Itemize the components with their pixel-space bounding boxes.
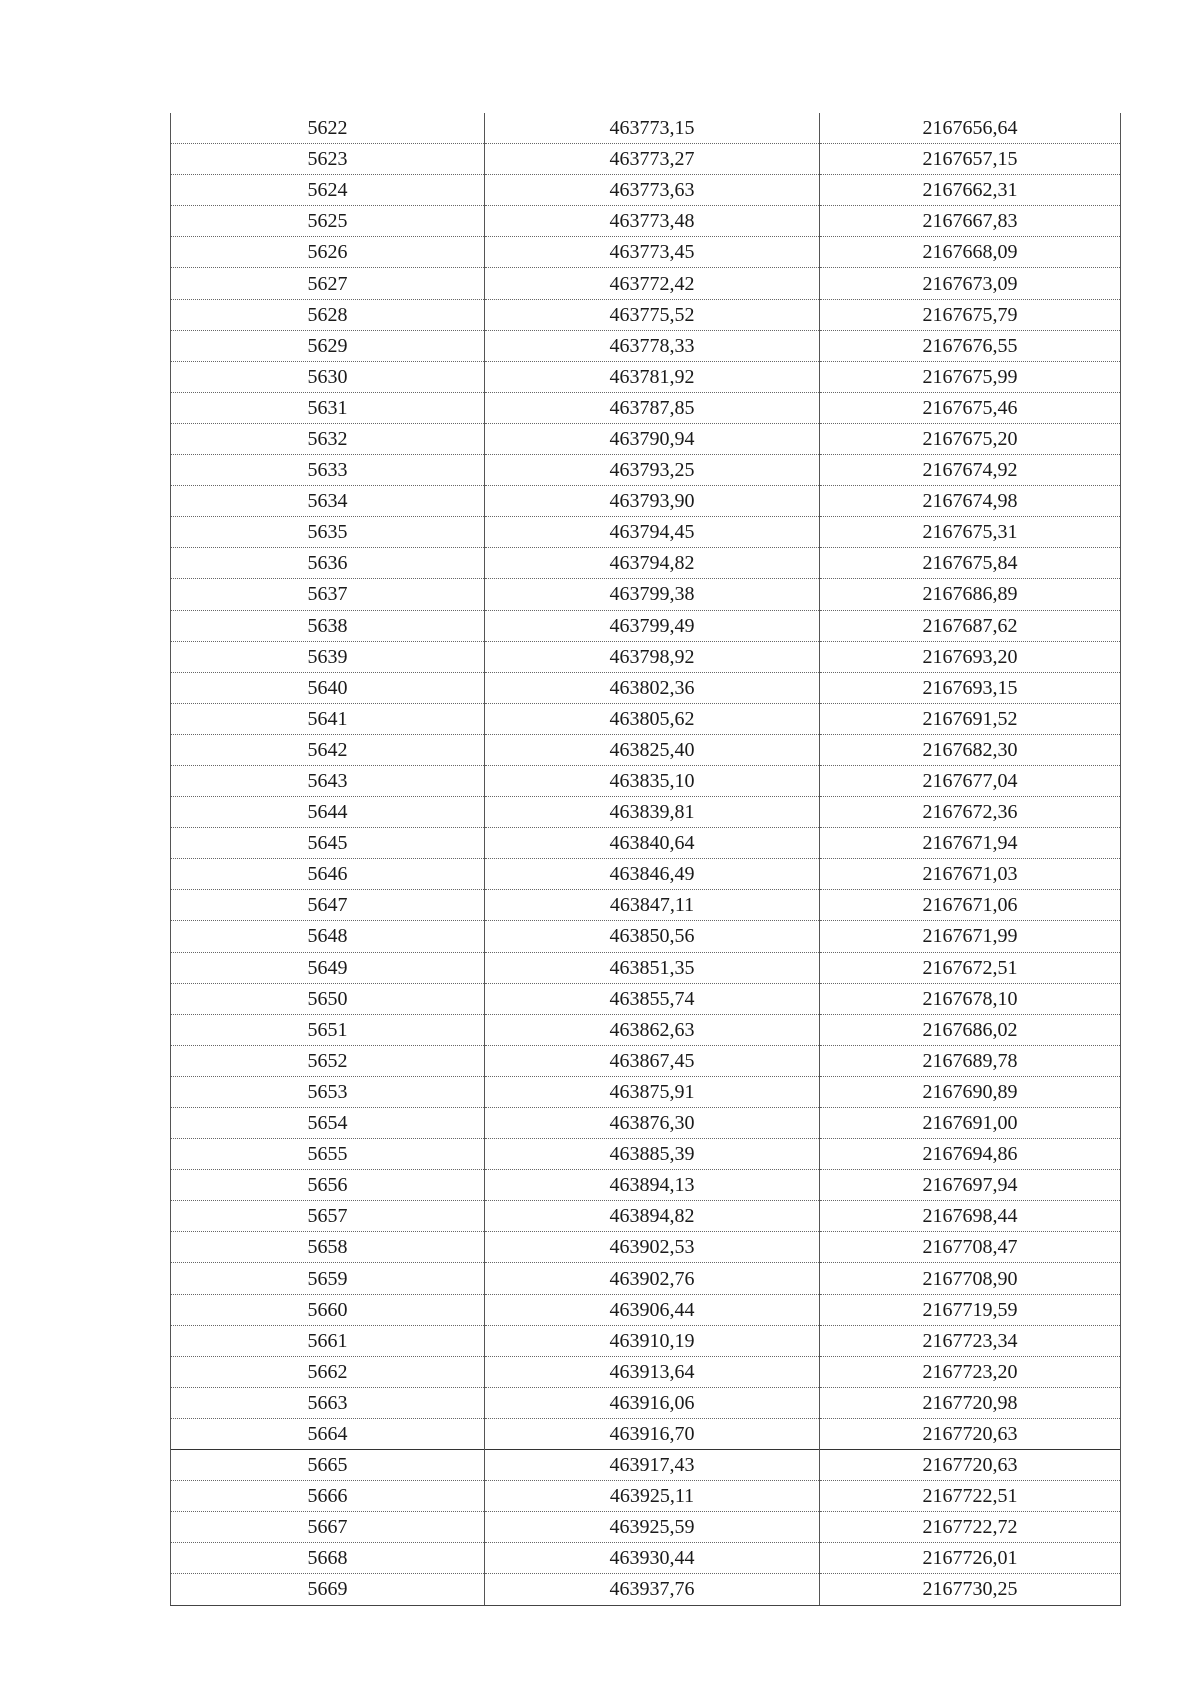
table-row	[171, 859, 1121, 890]
point-number-cell: 5667	[171, 1512, 485, 1543]
y-coordinate-cell: 2167686,02	[820, 1014, 1121, 1045]
y-coordinate-cell: 2167720,63	[820, 1450, 1121, 1481]
point-number-cell: 5650	[171, 983, 485, 1014]
y-coordinate-cell: 2167682,30	[820, 734, 1121, 765]
y-coordinate-cell: 2167723,20	[820, 1356, 1121, 1387]
y-coordinate-cell: 2167675,79	[820, 299, 1121, 330]
y-coordinate-cell: 2167675,99	[820, 361, 1121, 392]
y-coordinate-cell: 2167662,31	[820, 175, 1121, 206]
table-row	[171, 1108, 1121, 1139]
table-row	[171, 952, 1121, 983]
x-coordinate-cell: 463855,74	[485, 983, 820, 1014]
table-row	[171, 1325, 1121, 1356]
y-coordinate-cell: 2167693,20	[820, 641, 1121, 672]
y-coordinate-cell: 2167672,36	[820, 797, 1121, 828]
x-coordinate-cell: 463835,10	[485, 765, 820, 796]
x-coordinate-cell: 463773,15	[485, 113, 820, 144]
table-row	[171, 548, 1121, 579]
coordinates-table	[170, 113, 1121, 1606]
y-coordinate-cell: 2167698,44	[820, 1201, 1121, 1232]
x-coordinate-cell: 463799,49	[485, 610, 820, 641]
point-number-cell: 5642	[171, 734, 485, 765]
table-row	[171, 610, 1121, 641]
y-coordinate-cell: 2167675,84	[820, 548, 1121, 579]
x-coordinate-cell: 463799,38	[485, 579, 820, 610]
table-row	[171, 579, 1121, 610]
x-coordinate-cell: 463778,33	[485, 330, 820, 361]
x-coordinate-cell: 463851,35	[485, 952, 820, 983]
x-coordinate-cell: 463894,82	[485, 1201, 820, 1232]
table-row	[171, 113, 1121, 144]
table-row	[171, 1418, 1121, 1449]
point-number-cell: 5630	[171, 361, 485, 392]
point-number-cell: 5622	[171, 113, 485, 144]
point-number-cell: 5661	[171, 1325, 485, 1356]
y-coordinate-cell: 2167668,09	[820, 237, 1121, 268]
point-number-cell: 5645	[171, 828, 485, 859]
x-coordinate-cell: 463794,45	[485, 517, 820, 548]
y-coordinate-cell: 2167686,89	[820, 579, 1121, 610]
y-coordinate-cell: 2167730,25	[820, 1574, 1121, 1605]
table-row	[171, 921, 1121, 952]
x-coordinate-cell: 463902,76	[485, 1263, 820, 1294]
x-coordinate-cell: 463925,11	[485, 1481, 820, 1512]
table-row	[171, 299, 1121, 330]
x-coordinate-cell: 463794,82	[485, 548, 820, 579]
point-number-cell: 5639	[171, 641, 485, 672]
x-coordinate-cell: 463930,44	[485, 1543, 820, 1574]
x-coordinate-cell: 463846,49	[485, 859, 820, 890]
point-number-cell: 5640	[171, 672, 485, 703]
table-row	[171, 423, 1121, 454]
y-coordinate-cell: 2167671,03	[820, 859, 1121, 890]
point-number-cell: 5652	[171, 1045, 485, 1076]
point-number-cell: 5644	[171, 797, 485, 828]
x-coordinate-cell: 463862,63	[485, 1014, 820, 1045]
point-number-cell: 5647	[171, 890, 485, 921]
x-coordinate-cell: 463902,53	[485, 1232, 820, 1263]
y-coordinate-cell: 2167697,94	[820, 1170, 1121, 1201]
y-coordinate-cell: 2167722,51	[820, 1481, 1121, 1512]
y-coordinate-cell: 2167675,20	[820, 423, 1121, 454]
point-number-cell: 5631	[171, 392, 485, 423]
y-coordinate-cell: 2167722,72	[820, 1512, 1121, 1543]
x-coordinate-cell: 463793,90	[485, 486, 820, 517]
y-coordinate-cell: 2167708,90	[820, 1263, 1121, 1294]
point-number-cell: 5634	[171, 486, 485, 517]
table-row	[171, 1263, 1121, 1294]
point-number-cell: 5635	[171, 517, 485, 548]
table-row	[171, 206, 1121, 237]
table-row	[171, 1294, 1121, 1325]
point-number-cell: 5632	[171, 423, 485, 454]
table-row	[171, 1387, 1121, 1418]
y-coordinate-cell: 2167656,64	[820, 113, 1121, 144]
point-number-cell: 5663	[171, 1387, 485, 1418]
point-number-cell: 5638	[171, 610, 485, 641]
y-coordinate-cell: 2167674,98	[820, 486, 1121, 517]
x-coordinate-cell: 463802,36	[485, 672, 820, 703]
table-row	[171, 703, 1121, 734]
x-coordinate-cell: 463775,52	[485, 299, 820, 330]
point-number-cell: 5641	[171, 703, 485, 734]
table-row	[171, 175, 1121, 206]
point-number-cell: 5626	[171, 237, 485, 268]
point-number-cell: 5646	[171, 859, 485, 890]
point-number-cell: 5664	[171, 1418, 485, 1449]
coordinates-table-body	[171, 113, 1121, 1605]
table-row	[171, 268, 1121, 299]
y-coordinate-cell: 2167708,47	[820, 1232, 1121, 1263]
table-row	[171, 1450, 1121, 1481]
y-coordinate-cell: 2167676,55	[820, 330, 1121, 361]
table-row	[171, 1076, 1121, 1107]
point-number-cell: 5648	[171, 921, 485, 952]
x-coordinate-cell: 463772,42	[485, 268, 820, 299]
x-coordinate-cell: 463937,76	[485, 1574, 820, 1605]
table-row	[171, 672, 1121, 703]
x-coordinate-cell: 463906,44	[485, 1294, 820, 1325]
table-row	[171, 517, 1121, 548]
table-row	[171, 828, 1121, 859]
x-coordinate-cell: 463839,81	[485, 797, 820, 828]
point-number-cell: 5649	[171, 952, 485, 983]
point-number-cell: 5637	[171, 579, 485, 610]
table-row	[171, 641, 1121, 672]
table-row	[171, 1045, 1121, 1076]
y-coordinate-cell: 2167720,63	[820, 1418, 1121, 1449]
table-row	[171, 1014, 1121, 1045]
x-coordinate-cell: 463773,27	[485, 144, 820, 175]
table-row	[171, 1232, 1121, 1263]
point-number-cell: 5627	[171, 268, 485, 299]
point-number-cell: 5656	[171, 1170, 485, 1201]
point-number-cell: 5668	[171, 1543, 485, 1574]
y-coordinate-cell: 2167678,10	[820, 983, 1121, 1014]
y-coordinate-cell: 2167720,98	[820, 1387, 1121, 1418]
x-coordinate-cell: 463773,63	[485, 175, 820, 206]
y-coordinate-cell: 2167691,00	[820, 1108, 1121, 1139]
x-coordinate-cell: 463867,45	[485, 1045, 820, 1076]
x-coordinate-cell: 463825,40	[485, 734, 820, 765]
y-coordinate-cell: 2167675,46	[820, 392, 1121, 423]
point-number-cell: 5623	[171, 144, 485, 175]
x-coordinate-cell: 463875,91	[485, 1076, 820, 1107]
point-number-cell: 5628	[171, 299, 485, 330]
point-number-cell: 5653	[171, 1076, 485, 1107]
table-row	[171, 1201, 1121, 1232]
table-row	[171, 237, 1121, 268]
point-number-cell: 5629	[171, 330, 485, 361]
y-coordinate-cell: 2167672,51	[820, 952, 1121, 983]
y-coordinate-cell: 2167723,34	[820, 1325, 1121, 1356]
point-number-cell: 5669	[171, 1574, 485, 1605]
y-coordinate-cell: 2167671,06	[820, 890, 1121, 921]
point-number-cell: 5660	[171, 1294, 485, 1325]
y-coordinate-cell: 2167693,15	[820, 672, 1121, 703]
table-row	[171, 1481, 1121, 1512]
y-coordinate-cell: 2167694,86	[820, 1139, 1121, 1170]
y-coordinate-cell: 2167690,89	[820, 1076, 1121, 1107]
table-row	[171, 1170, 1121, 1201]
x-coordinate-cell: 463917,43	[485, 1450, 820, 1481]
table-row	[171, 330, 1121, 361]
y-coordinate-cell: 2167677,04	[820, 765, 1121, 796]
x-coordinate-cell: 463850,56	[485, 921, 820, 952]
table-row	[171, 1543, 1121, 1574]
point-number-cell: 5666	[171, 1481, 485, 1512]
point-number-cell: 5651	[171, 1014, 485, 1045]
y-coordinate-cell: 2167675,31	[820, 517, 1121, 548]
table-row	[171, 486, 1121, 517]
table-row	[171, 144, 1121, 175]
x-coordinate-cell: 463885,39	[485, 1139, 820, 1170]
y-coordinate-cell: 2167687,62	[820, 610, 1121, 641]
table-row	[171, 983, 1121, 1014]
table-row	[171, 890, 1121, 921]
table-row	[171, 797, 1121, 828]
y-coordinate-cell: 2167691,52	[820, 703, 1121, 734]
table-row	[171, 392, 1121, 423]
x-coordinate-cell: 463790,94	[485, 423, 820, 454]
x-coordinate-cell: 463913,64	[485, 1356, 820, 1387]
x-coordinate-cell: 463798,92	[485, 641, 820, 672]
point-number-cell: 5662	[171, 1356, 485, 1387]
x-coordinate-cell: 463916,70	[485, 1418, 820, 1449]
x-coordinate-cell: 463805,62	[485, 703, 820, 734]
table-row	[171, 1139, 1121, 1170]
x-coordinate-cell: 463925,59	[485, 1512, 820, 1543]
point-number-cell: 5643	[171, 765, 485, 796]
point-number-cell: 5659	[171, 1263, 485, 1294]
table-row	[171, 1574, 1121, 1605]
x-coordinate-cell: 463787,85	[485, 392, 820, 423]
x-coordinate-cell: 463793,25	[485, 455, 820, 486]
point-number-cell: 5658	[171, 1232, 485, 1263]
x-coordinate-cell: 463894,13	[485, 1170, 820, 1201]
table-row	[171, 734, 1121, 765]
point-number-cell: 5655	[171, 1139, 485, 1170]
x-coordinate-cell: 463916,06	[485, 1387, 820, 1418]
y-coordinate-cell: 2167673,09	[820, 268, 1121, 299]
y-coordinate-cell: 2167726,01	[820, 1543, 1121, 1574]
point-number-cell: 5633	[171, 455, 485, 486]
y-coordinate-cell: 2167719,59	[820, 1294, 1121, 1325]
y-coordinate-cell: 2167671,99	[820, 921, 1121, 952]
point-number-cell: 5625	[171, 206, 485, 237]
point-number-cell: 5636	[171, 548, 485, 579]
table-row	[171, 455, 1121, 486]
point-number-cell: 5654	[171, 1108, 485, 1139]
table-row	[171, 1356, 1121, 1387]
table-row	[171, 765, 1121, 796]
table-row	[171, 1512, 1121, 1543]
x-coordinate-cell: 463773,48	[485, 206, 820, 237]
x-coordinate-cell: 463781,92	[485, 361, 820, 392]
y-coordinate-cell: 2167667,83	[820, 206, 1121, 237]
table-row	[171, 361, 1121, 392]
x-coordinate-cell: 463847,11	[485, 890, 820, 921]
x-coordinate-cell: 463773,45	[485, 237, 820, 268]
y-coordinate-cell: 2167674,92	[820, 455, 1121, 486]
point-number-cell: 5665	[171, 1450, 485, 1481]
x-coordinate-cell: 463840,64	[485, 828, 820, 859]
y-coordinate-cell: 2167671,94	[820, 828, 1121, 859]
point-number-cell: 5657	[171, 1201, 485, 1232]
y-coordinate-cell: 2167689,78	[820, 1045, 1121, 1076]
y-coordinate-cell: 2167657,15	[820, 144, 1121, 175]
x-coordinate-cell: 463910,19	[485, 1325, 820, 1356]
x-coordinate-cell: 463876,30	[485, 1108, 820, 1139]
point-number-cell: 5624	[171, 175, 485, 206]
